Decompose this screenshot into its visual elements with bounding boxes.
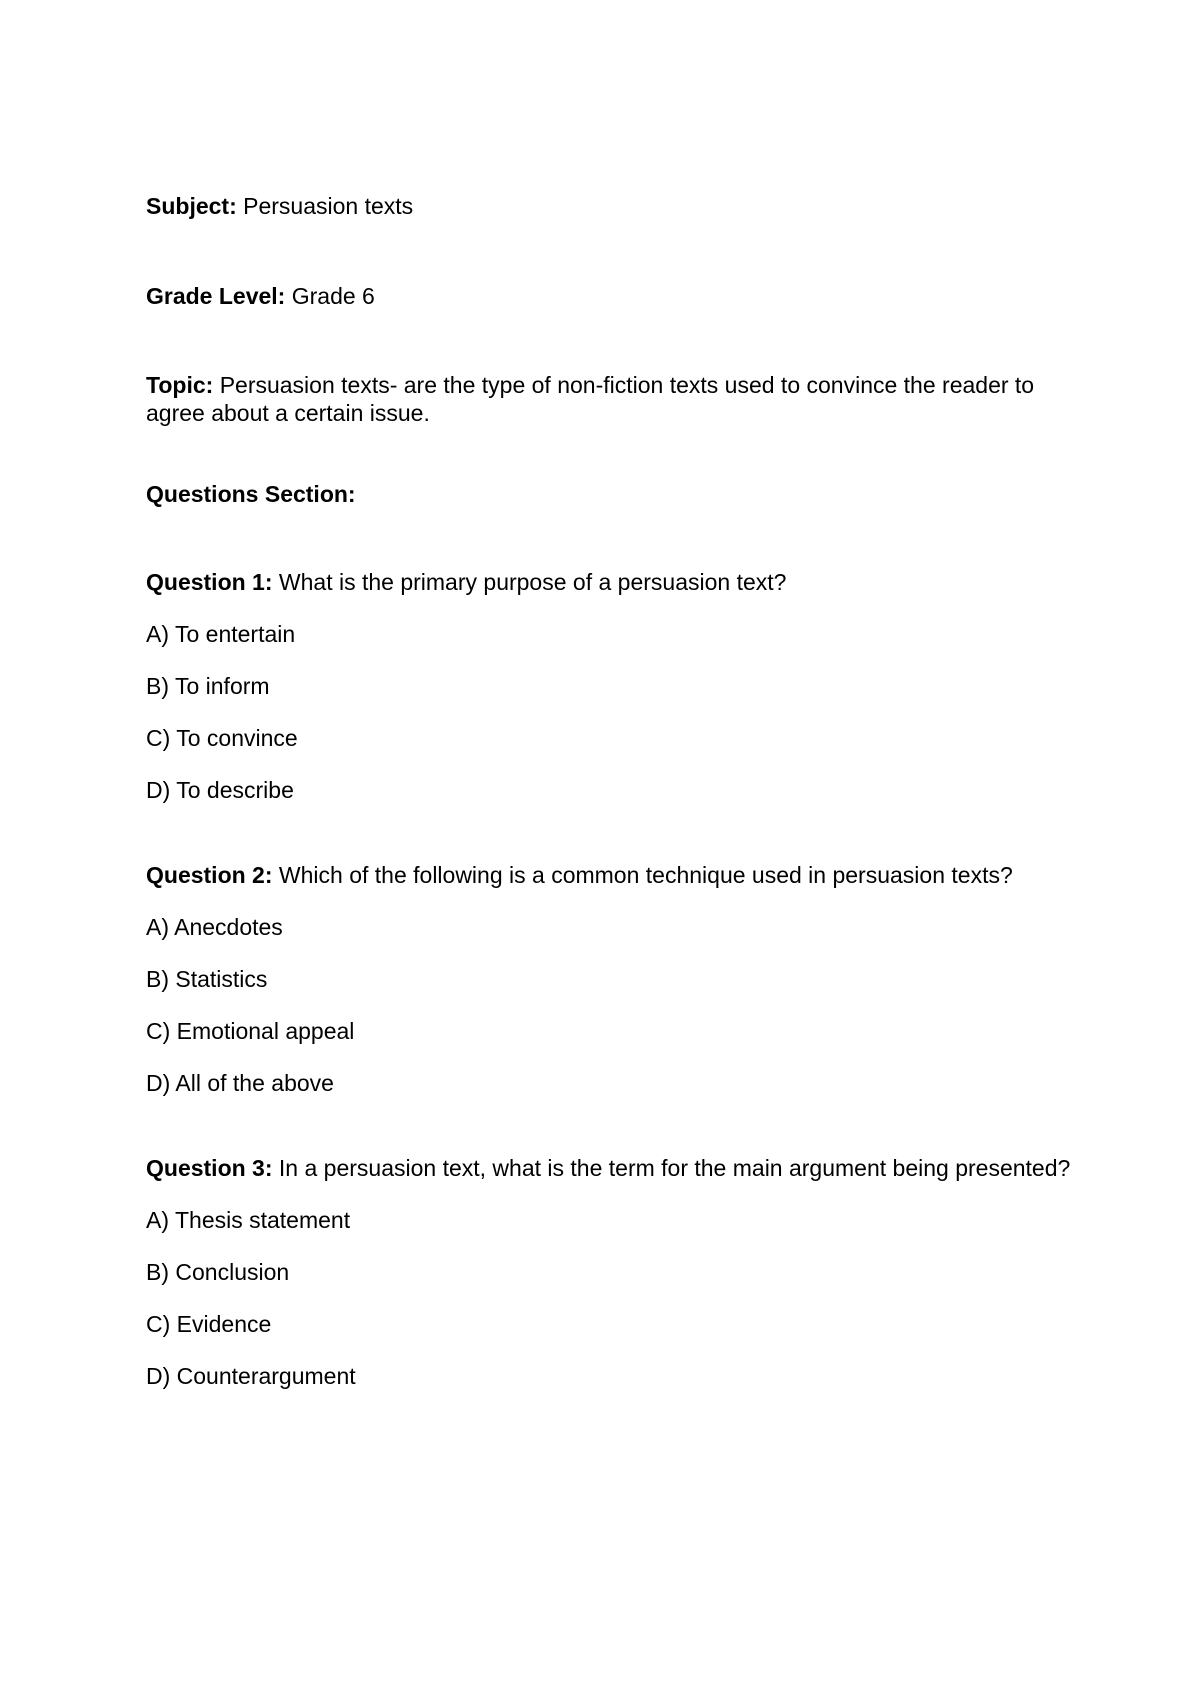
question-text: In a persuasion text, what is the term for the main argument being presented? <box>278 1155 1071 1181</box>
answer-option: A) Anecdotes <box>146 914 283 940</box>
subject-value: Persuasion texts <box>243 193 414 219</box>
answer-option: D) Counterargument <box>146 1363 356 1389</box>
question-text: What is the primary purpose of a persuasion text? <box>278 569 787 595</box>
answer-option: C) Emotional appeal <box>146 1018 355 1044</box>
topic-value: Persuasion texts- are the type of non-fiction texts used to convince the reader to agree about a certain issue. <box>146 372 1035 426</box>
grade-level-value: Grade 6 <box>291 283 375 309</box>
answer-option: B) Conclusion <box>146 1259 290 1285</box>
answer-option: B) Statistics <box>146 966 268 992</box>
answer-options <box>146 620 1086 804</box>
answer-option: C) Evidence <box>146 1311 272 1337</box>
question-label: Question 3: <box>146 1155 273 1181</box>
topic-label: Topic: <box>146 372 214 398</box>
question-3 <box>146 1154 1086 1390</box>
question-2 <box>146 861 1086 1097</box>
answer-options <box>146 913 1086 1097</box>
question-stem <box>146 861 1086 889</box>
question-stem <box>146 1154 1086 1182</box>
answer-option: D) All of the above <box>146 1070 334 1096</box>
question-1 <box>146 568 1086 804</box>
question-text: Which of the following is a common technique used in persuasion texts? <box>278 862 1013 888</box>
question-label: Question 2: <box>146 862 273 888</box>
document-page <box>146 192 1086 1390</box>
questions-section-heading: Questions Section: <box>146 481 356 507</box>
answer-option: A) Thesis statement <box>146 1207 351 1233</box>
subject-field <box>146 192 1086 220</box>
topic-field <box>146 371 1086 427</box>
answer-option: B) To inform <box>146 673 270 699</box>
answer-option: A) To entertain <box>146 621 296 647</box>
grade-level-label: Grade Level: <box>146 283 286 309</box>
subject-label: Subject: <box>146 193 237 219</box>
question-label: Question 1: <box>146 569 273 595</box>
question-stem <box>146 568 1086 596</box>
answer-options <box>146 1206 1086 1390</box>
answer-option: D) To describe <box>146 777 294 803</box>
grade-level-field <box>146 282 1086 310</box>
answer-option: C) To convince <box>146 725 298 751</box>
